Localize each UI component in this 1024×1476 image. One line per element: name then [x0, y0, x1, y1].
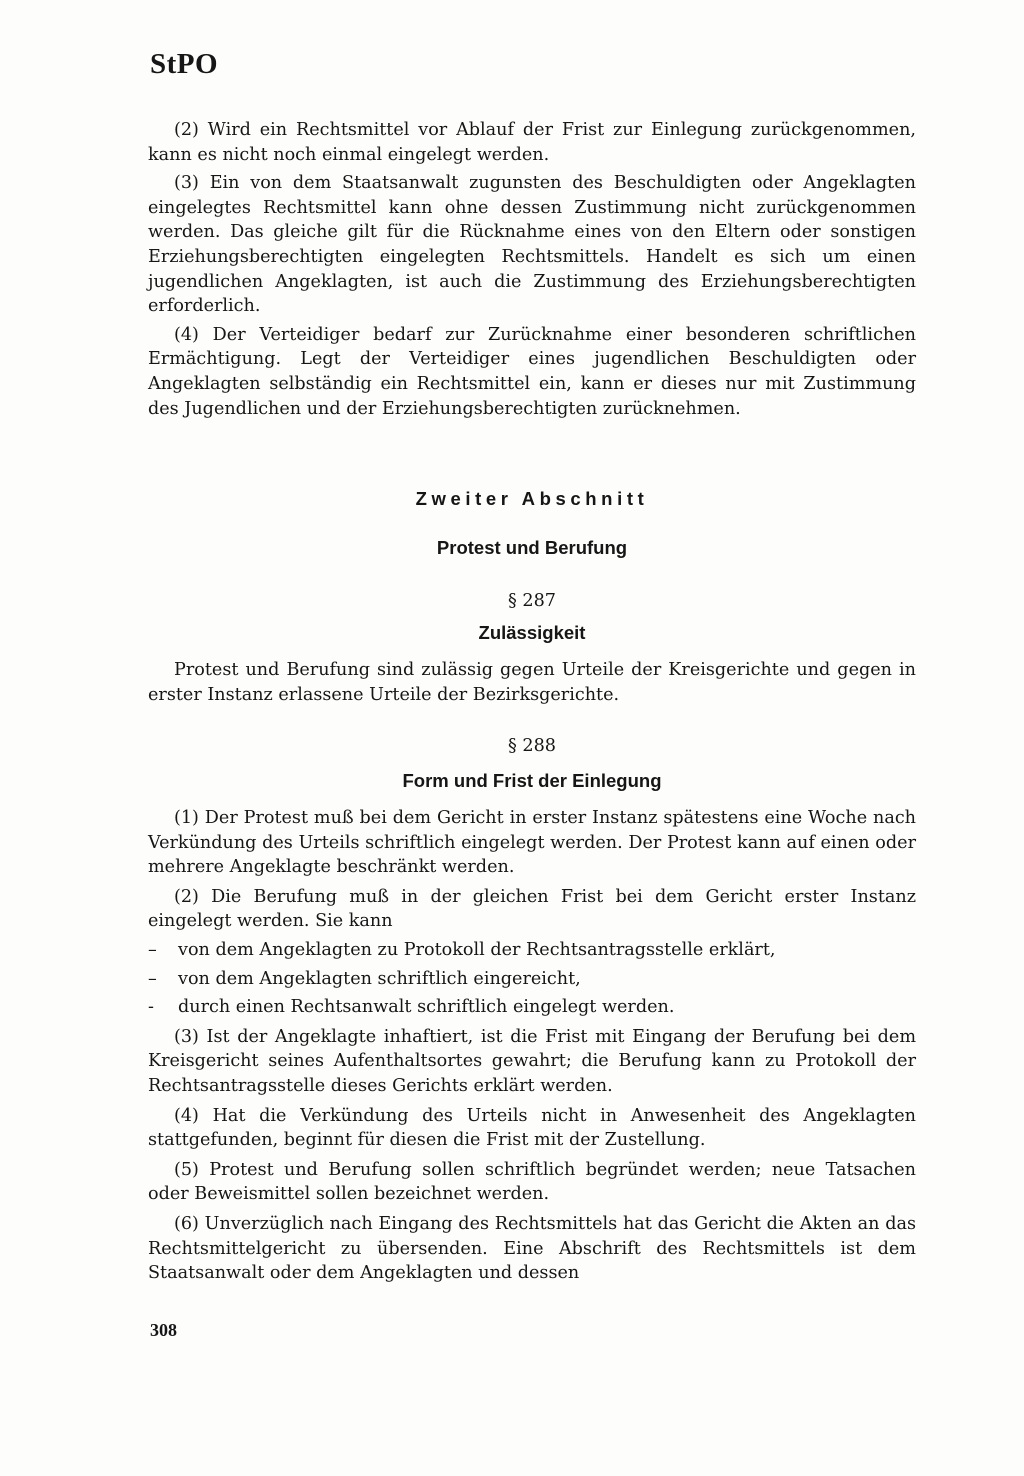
section-287-body — [148, 658, 916, 707]
dash-item-text: von dem Angeklagten schriftlich eingereicht, — [178, 968, 581, 989]
chapter-title: Protest und Berufung — [436, 537, 628, 558]
section-number-288: § 288 — [508, 736, 556, 756]
chapter-label: Zweiter Abschnitt — [415, 488, 649, 509]
dash-mark: - — [148, 997, 154, 1018]
dash-mark: – — [148, 939, 157, 960]
dash-mark: – — [148, 968, 157, 989]
continuation-block — [148, 118, 916, 421]
running-head: StPO — [150, 48, 219, 80]
section-288-paragraph-5: (5) Protest und Berufung sollen schriftlich begründet werden; neue Tatsachen oder Beweismittel sollen bezeichnet werden. — [148, 1159, 916, 1205]
section-288-paragraph-4: (4) Hat die Verkündung des Urteils nicht in Anwesenheit des Angeklagten stattgefunden, beginnt für diesen die Frist mit der Zustellung. — [148, 1105, 916, 1151]
section-288-body — [148, 806, 916, 1286]
dash-item-text: von dem Angeklagten zu Protokoll der Rechtsantragsstelle erklärt, — [178, 939, 776, 960]
section-288-paragraph-1: (1) Der Protest muß bei dem Gericht in erster Instanz spätestens eine Woche nach Verkündung des Urteils schriftlich eingelegt werden. Der Protest kann auf einen oder mehrere Angeklagte beschränkt werden. — [148, 808, 916, 878]
dash-item — [148, 967, 916, 992]
section-288-paragraph-2: (2) Die Berufung muß in der gleichen Frist bei dem Gericht erster Instanz eingelegt werden. Sie kann — [148, 886, 916, 932]
section-287-text: Protest und Berufung sind zulässig gegen Urteile der Kreisgerichte und gegen in erster Instanz erlassene Urteile der Bezirksgerichte. — [148, 660, 916, 705]
paragraph-4: (4) Der Verteidiger bedarf zur Zurücknahme einer besonderen schriftlichen Ermächtigung. Legt der Verteidiger eines jugendlichen Beschuldigten oder Angeklagten selbständig ein Rechtsmittel ein, kann er dieses nur mit Zustimmung des Jugendlichen und der Erziehungsberechtigten zurücknehmen. — [148, 324, 916, 419]
section-288-paragraph-6: (6) Unverzüglich nach Eingang des Rechtsmittels hat das Gericht die Akten an das Rechtsmittelgericht zu übersenden. Eine Abschrift des Rechtsmittels ist dem Staatsanwalt oder dem Angeklagten und dessen — [148, 1213, 916, 1284]
dash-item — [148, 995, 916, 1020]
section-title-287: Zulässigkeit — [478, 622, 586, 643]
section-number-287: § 287 — [508, 591, 556, 611]
paragraph-3: (3) Ein von dem Staatsanwalt zugunsten des Beschuldigten oder Angeklagten eingelegtes Rechtsmittel kann ohne dessen Zustimmung nicht zurückgenommen werden. Das gleiche gilt für die Rücknahme eines von den Eltern oder sonstigen Erziehungsberechtigten eingelegten Rechtsmittels. Handelt es sich um einen jugendlichen Angeklagten, ist auch die Zustimmung des Erziehungsberechtigten erforderlich. — [148, 173, 916, 317]
section-288-paragraph-3: (3) Ist der Angeklagte inhaftiert, ist die Frist mit Eingang der Berufung bei dem Kreisgericht seines Aufenthaltsortes gewahrt; die Berufung kann zu Protokoll der Rechtsantragsstelle dieses Gerichts erklärt werden. — [148, 1026, 916, 1096]
section-title-288: Form und Frist der Einlegung — [402, 770, 662, 791]
dash-item — [148, 938, 916, 963]
paragraph-2: (2) Wird ein Rechtsmittel vor Ablauf der Frist zur Einlegung zurückgenommen, kann es nicht noch einmal eingelegt werden. — [148, 120, 916, 165]
dash-item-text: durch einen Rechtsanwalt schriftlich eingelegt werden. — [178, 997, 675, 1018]
page-number: 308 — [150, 1320, 177, 1340]
